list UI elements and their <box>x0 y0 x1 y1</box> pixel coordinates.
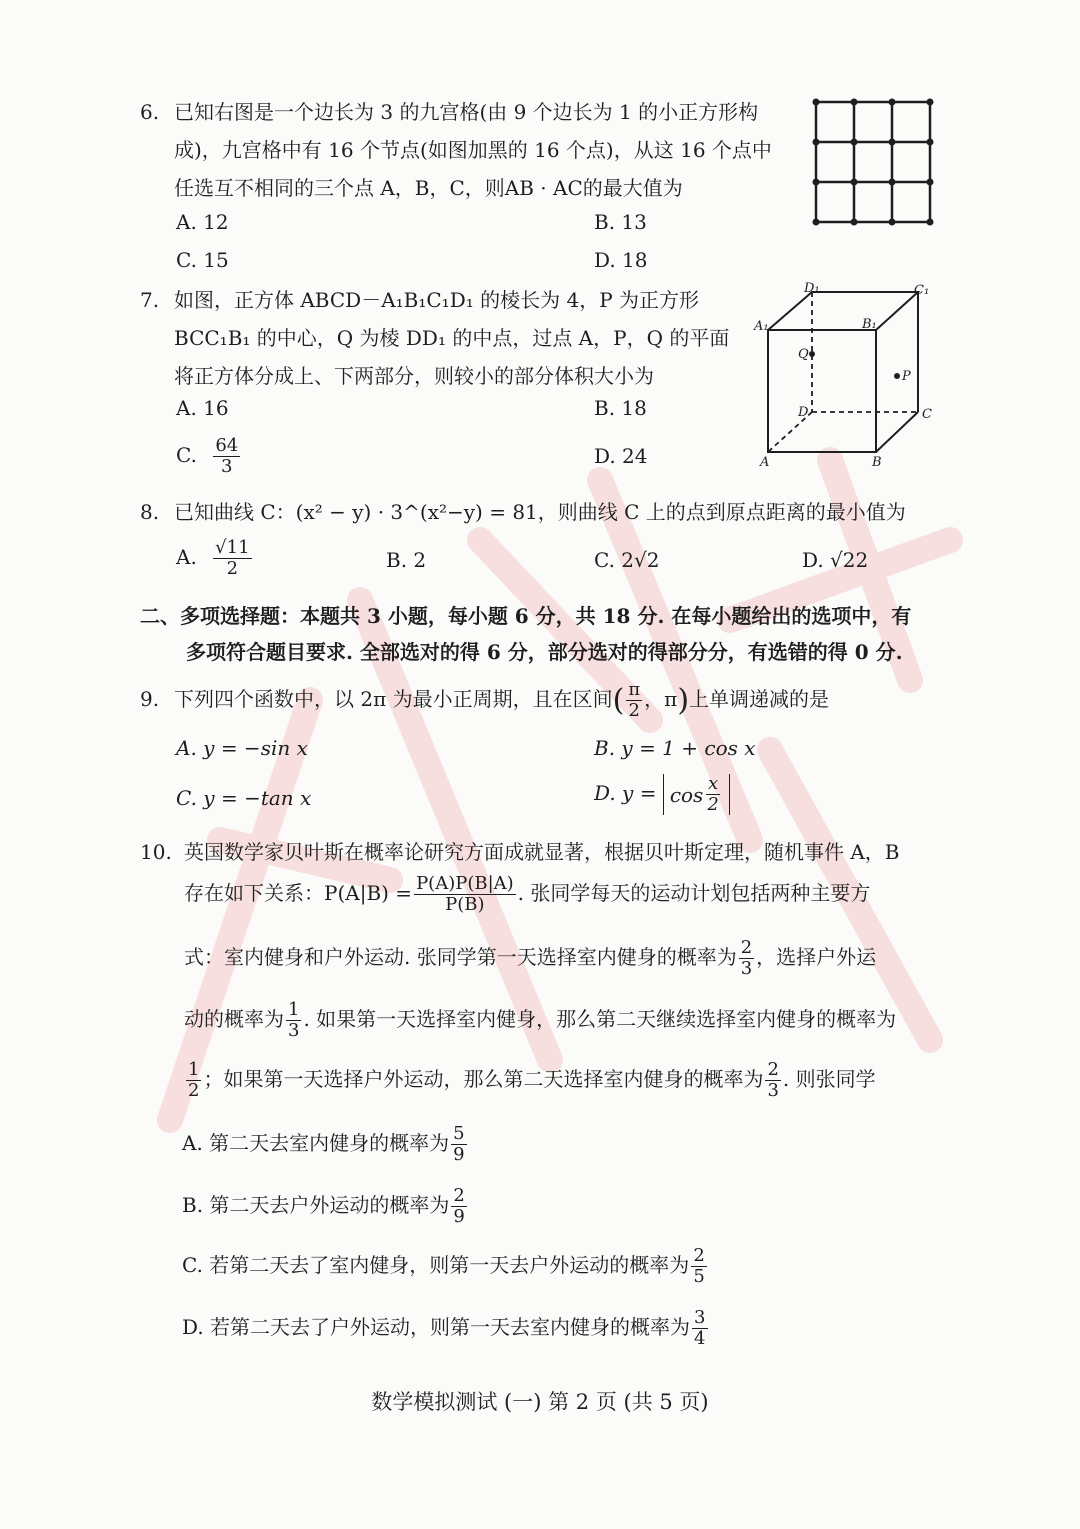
section-2-instructions: 多项符合题目要求. 全部选对的得 6 分，部分选对的得部分分，有选错的得 0 分. <box>186 640 903 664</box>
fraction: $\frac{3}{4}$ <box>694 1307 706 1349</box>
q8-number: 8. <box>140 500 160 524</box>
q9-option-b: B. y = 1 + cos x <box>594 736 756 760</box>
q9-number: 9. <box>140 687 160 711</box>
q6-line-1: 6. 已知右图是一个边长为 3 的九宫格(由 9 个边长为 1 的小正方形构 <box>140 100 759 124</box>
q7-line-1: 7. 如图，正方体 ABCD－A₁B₁C₁D₁ 的棱长为 4，P 为正方形 <box>140 288 700 312</box>
page-footer: 数学模拟测试 (一) 第 2 页 (共 5 页) <box>371 1390 709 1414</box>
q9-option-a: A. y = −sin x <box>176 736 308 760</box>
q10-line-2: 存在如下关系：P(A|B) = $\frac{P(A)P(B|A)}{P(B)}$ . 张同学每天的运动计划包括两种主要方 <box>184 873 871 915</box>
q7-line-3: 将正方体分成上、下两部分，则较小的部分体积大小为 <box>174 364 654 388</box>
q8-option-c: C. 2√2 <box>594 548 660 572</box>
cube-label-a: A <box>760 455 770 470</box>
fraction: $\frac{2}{3}$ <box>740 937 753 979</box>
q10-number: 10. <box>140 840 172 864</box>
fraction: $\frac{2}{5}$ <box>693 1245 705 1287</box>
fraction: $\frac{P(A)P(B|A)}{P(B)}$ <box>416 873 514 915</box>
cube-label-c: C <box>922 407 932 422</box>
absolute-value: cos $\frac{x}{2}$ <box>663 774 730 815</box>
cube-label-d1: D₁ <box>804 282 820 296</box>
q6-line-2: 成)，九宫格中有 16 个节点(如图加黑的 16 个点)，从这 16 个点中 <box>174 138 772 162</box>
fraction: $\frac{5}{9}$ <box>453 1123 465 1165</box>
q6-option-a: A. 12 <box>176 210 229 234</box>
q7-option-b: B. 18 <box>594 396 647 420</box>
q6-line-3: 任选互不相同的三个点 A，B，C，则AB · AC的最大值为 <box>174 176 683 200</box>
q8-option-d: D. √22 <box>802 548 869 572</box>
cube-label-b: B <box>872 455 882 470</box>
q10-line-1: 10. 英国数学家贝叶斯在概率论研究方面成就显著，根据贝叶斯定理，随机事件 A，B <box>140 840 900 864</box>
q10-option-a: A. 第二天去室内健身的概率为 $\frac{5}{9}$ <box>182 1123 465 1165</box>
fraction: $\frac{1}{3}$ <box>288 999 300 1041</box>
q10-option-c: C. 若第二天去了室内健身，则第一天去户外运动的概率为 $\frac{2}{5}$ <box>182 1245 705 1287</box>
q10-line-5: $\frac{1}{2}$ ；如果第一天选择户外运动，那么第二天选择室内健身的概率为 $\frac{2}{3}$ . 则张同学 <box>188 1059 876 1101</box>
q7-option-c: C. $\frac{64}{3}$ <box>176 435 239 477</box>
q6-option-b: B. 13 <box>594 210 647 234</box>
cube-label-b1: B₁ <box>862 317 877 332</box>
q9-line-1: 9. 下列四个函数中，以 2π 为最小正周期，且在区间( $\frac{\pi}{2}$ ，π)上单调递减的是 <box>140 679 830 721</box>
q8-line-1: 8. 已知曲线 C：(x² − y) · 3^(x²−y) = 81，则曲线 C 上的点到原点距离的最小值为 <box>140 500 906 524</box>
section-2-heading: 二、多项选择题：本题共 3 小题，每小题 6 分，共 18 分. 在每小题给出的选项中，有 <box>140 604 912 628</box>
q10-line-4: 动的概率为 $\frac{1}{3}$ . 如果第一天选择室内健身，那么第二天继续选择室内健身的概率为 <box>184 999 897 1041</box>
cube-figure <box>750 282 940 472</box>
fraction: $\frac{2}{9}$ <box>453 1185 465 1227</box>
fraction: $\frac{2}{3}$ <box>767 1059 779 1101</box>
q7-option-a: A. 16 <box>176 396 229 420</box>
cube-label-q: Q <box>798 347 809 362</box>
grid-figure <box>810 96 936 228</box>
fraction: $\frac{1}{2}$ <box>188 1059 200 1101</box>
q6-option-c: C. 15 <box>176 248 229 272</box>
q9-option-c: C. y = −tan x <box>176 786 312 810</box>
fraction: $\frac{64}{3}$ <box>215 435 239 477</box>
cube-label-a1: A₁ <box>754 319 769 334</box>
q7-number: 7. <box>140 288 160 312</box>
q10-option-d: D. 若第二天去了户外运动，则第一天去室内健身的概率为 $\frac{3}{4}$ <box>182 1307 706 1349</box>
fraction: $\frac{\pi}{2}$ <box>628 679 641 721</box>
q6-option-d: D. 18 <box>594 248 648 272</box>
q8-option-b: B. 2 <box>386 548 427 572</box>
q10-line-3: 式：室内健身和户外运动. 张同学第一天选择室内健身的概率为 $\frac{2}{3}$ ，选择户外运 <box>184 937 877 979</box>
cube-label-d: D <box>798 405 809 420</box>
fraction: $\frac{x}{2}$ <box>707 773 719 815</box>
q7-line-2: BCC₁B₁ 的中心，Q 为棱 DD₁ 的中点，过点 A，P，Q 的平面 <box>174 326 730 350</box>
q10-option-b: B. 第二天去户外运动的概率为 $\frac{2}{9}$ <box>182 1185 465 1227</box>
q7-option-d: D. 24 <box>594 444 648 468</box>
cube-label-c1: C₁ <box>914 283 930 298</box>
cube-label-p: P <box>902 369 911 384</box>
q8-option-a: A. $\frac{√11}{2}$ <box>176 537 250 579</box>
q6-number: 6. <box>140 100 160 124</box>
fraction: $\frac{√11}{2}$ <box>215 537 250 579</box>
q9-option-d: D. y = cos $\frac{x}{2}$ <box>594 774 730 815</box>
